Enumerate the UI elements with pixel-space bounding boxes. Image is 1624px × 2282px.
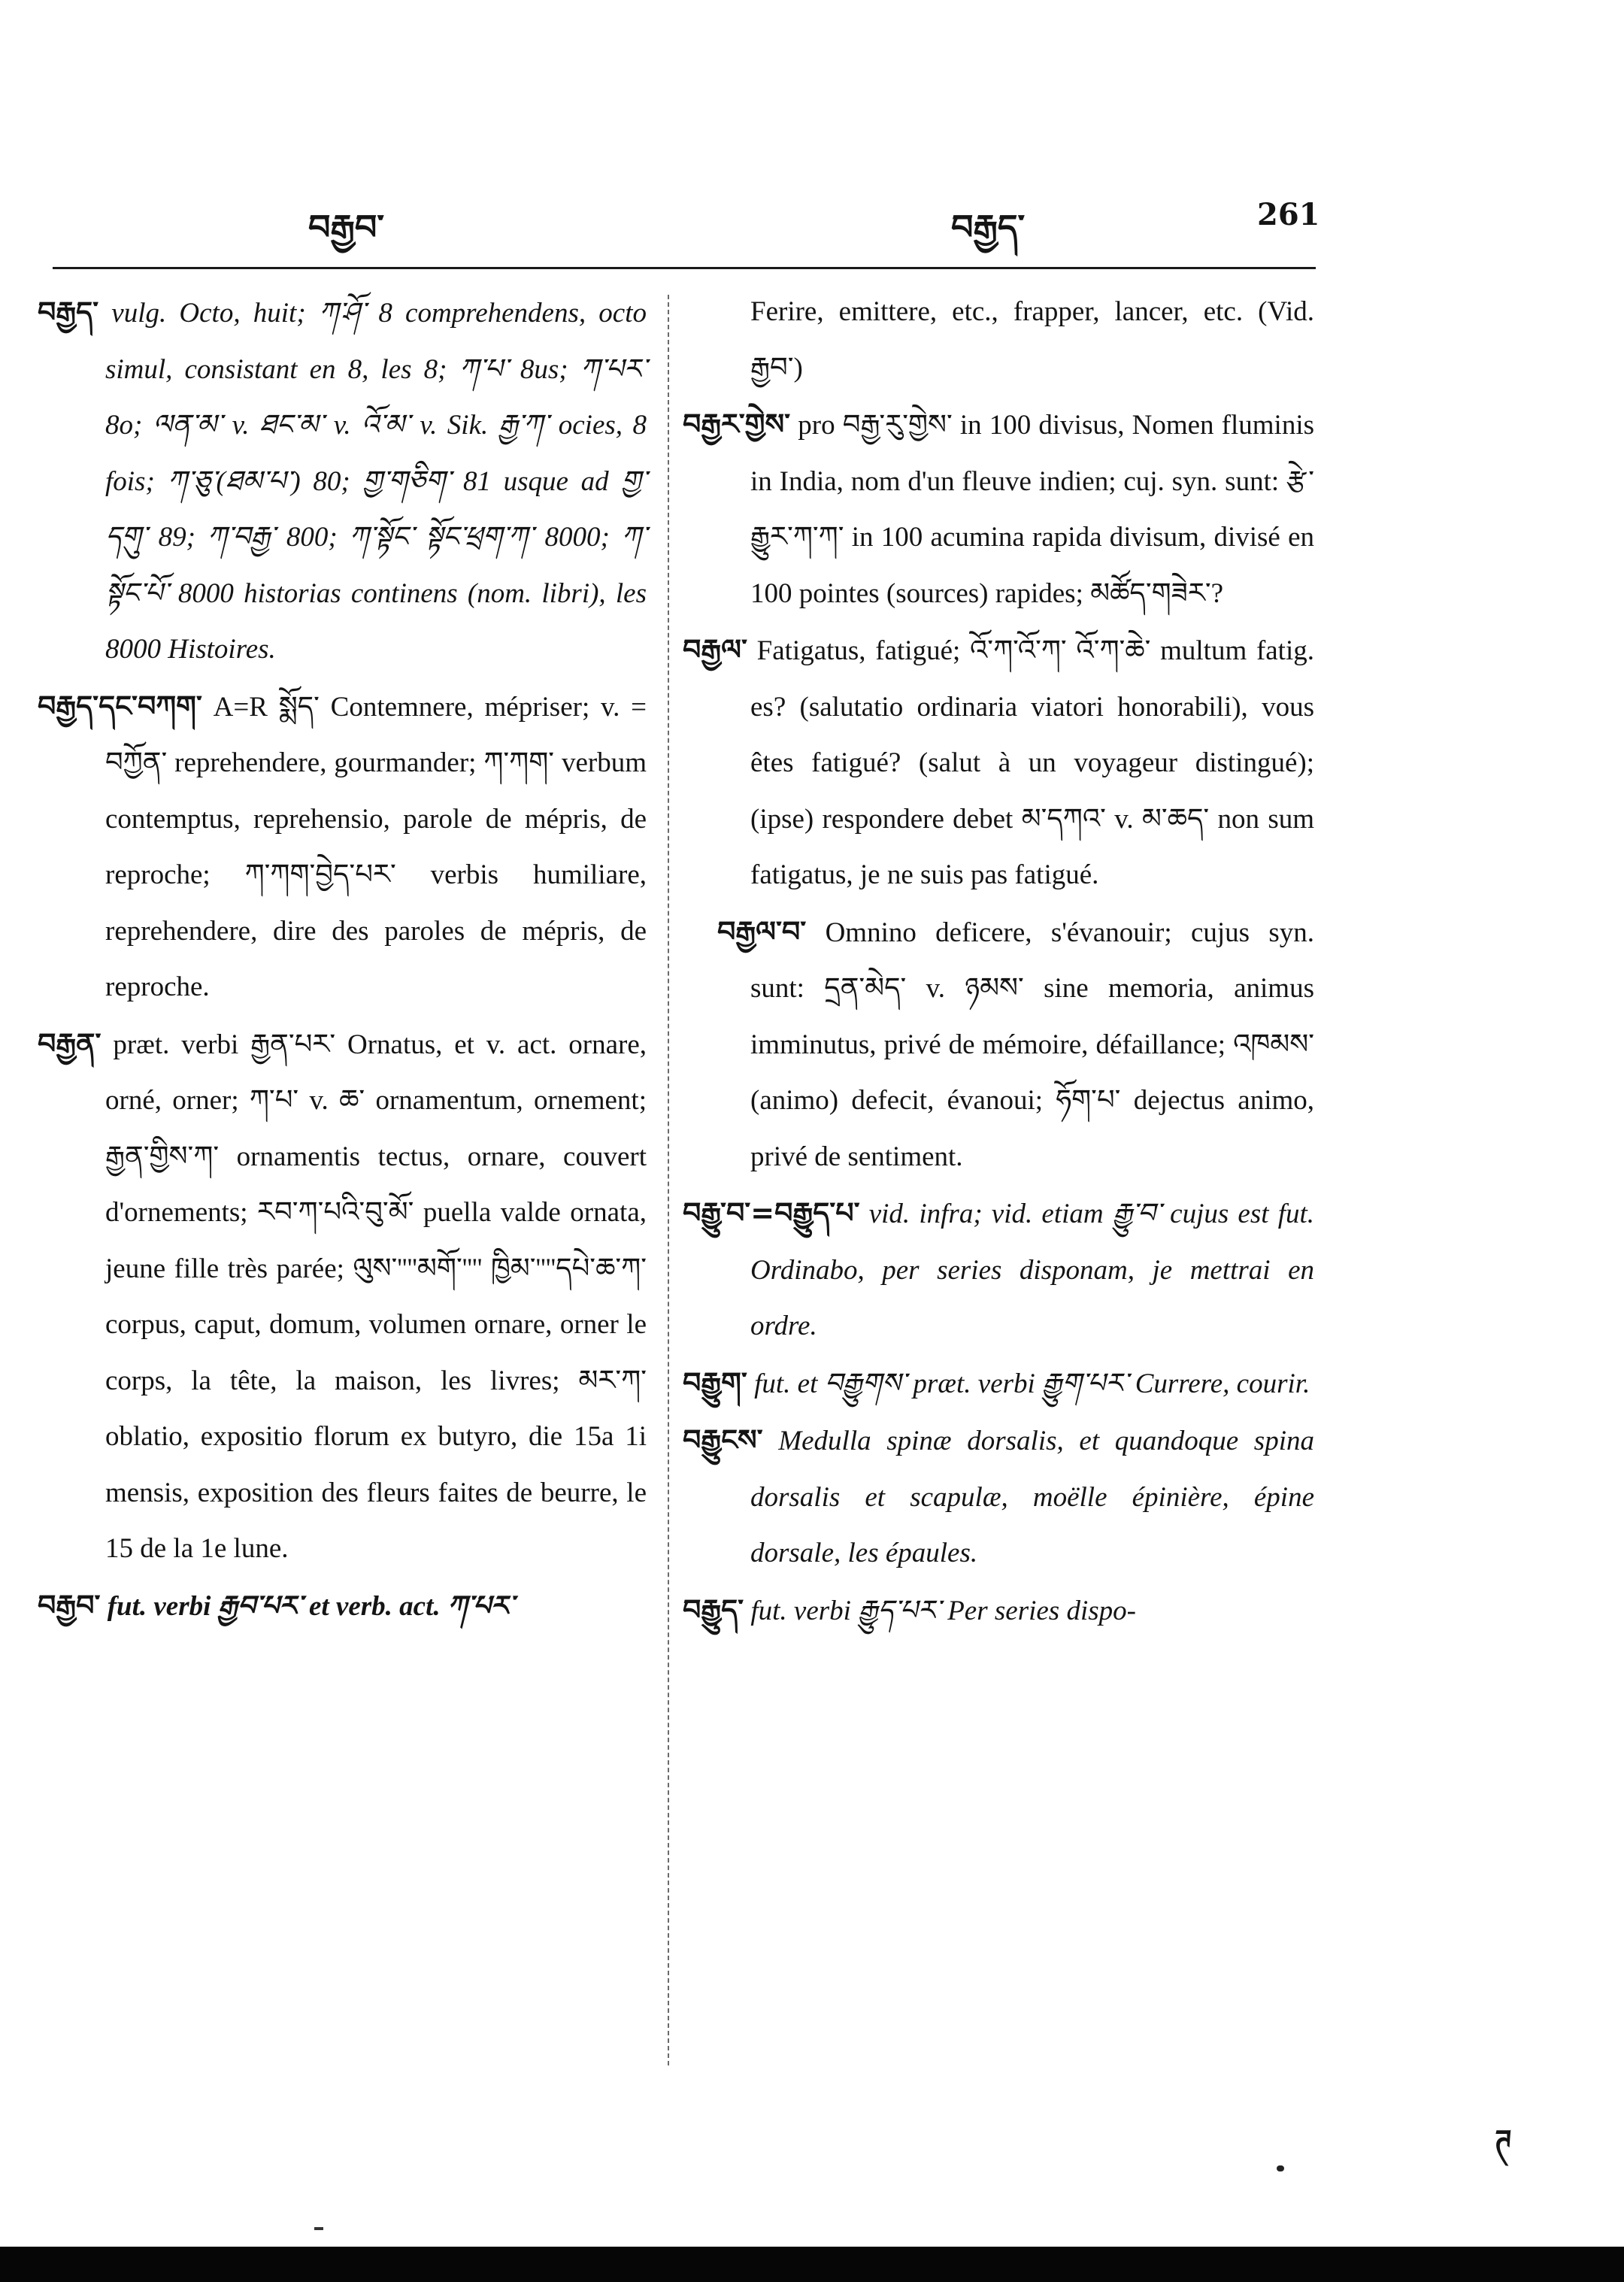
headword: བརྒྱལ་ xyxy=(683,633,747,666)
entry-text: pro བརྒྱ་རུ་གྱེས་ in 100 divisus, Nomen fluminis in India, nom d'un fleuve indien; cuj. syn. sunt: རྩེ་རྒྱུར་ཀ་ཀ་ in 100 acumina rapida divisum, divisé en 100 pointes (sources) rapides; མཚོད་གཟེར་? xyxy=(750,410,1315,609)
entry-text: Omnino deficere, s'évanouir; cujus syn. sunt: དྲན་མེད་ v. ཉམས་ sine memoria, animus imminutus, privé de mémoire, défaillance; འཁམས་ (animo) defecit, évanoui; ཧོག་པ་ dejectus animo, privé de sentiment. xyxy=(750,917,1314,1172)
right-column xyxy=(683,284,1314,1639)
entry-text: fut. et བརྒྱུགས་ præt. verbi རྒྱུག་པར་ Currere, courir. xyxy=(754,1368,1310,1399)
headword: བརྒྱུ་བ་=བརྒྱུད་པ་ xyxy=(683,1196,860,1229)
dictionary-entry xyxy=(38,1577,647,1635)
headword: བརྒྱལ་བ་ xyxy=(717,914,807,948)
continued-entry xyxy=(683,284,1314,396)
running-head-center: བརྒྱད་ xyxy=(951,207,1026,247)
headword: བརྒྱད་ xyxy=(38,295,99,329)
entry-text: Medulla spinæ dorsalis, et quandoque spina dorsalis et scapulæ, moëlle épinière, épine dorsale, les épaules. xyxy=(750,1426,1314,1568)
dictionary-entry xyxy=(683,622,1314,904)
dictionary-entry xyxy=(38,678,647,1016)
entry-text: fut. verbi རྒྱུད་པར་ Per series dispo- xyxy=(750,1595,1136,1626)
running-head-left: བརྒྱབ་ xyxy=(308,207,385,247)
entry-text: A=R སྨོད་ Contemnere, mépriser; v. = བཀྱོན་ reprehendere, gourmander; ཀ་ཀག་ verbum contemptus, reprehensio, parole de mépris, de reproche; ཀ་ཀག་བྱེད་པར་ verbis humiliare, reprehendere, dire des paroles de mépris, de reproche. xyxy=(105,691,647,1002)
dictionary-entry xyxy=(683,1355,1314,1413)
dictionary-entry xyxy=(683,1582,1314,1640)
headword: བརྒྱུད་ xyxy=(683,1593,744,1626)
entry-text: vid. infra; vid. etiam རྒྱུ་བ་ cujus est fut. Ordinabo, per series disponam, je mettrai en ordre. xyxy=(750,1199,1315,1341)
headword: བརྒྱུངས་ xyxy=(683,1423,763,1456)
headword: བརྒྱན་ xyxy=(38,1026,102,1060)
entry-text: præt. verbi རྒྱན་པར་ Ornatus, et v. act. ornare, orné, orner; ཀ་པ་ v. ཆ་ ornamentum, ornement; རྒྱན་གྱིས་ཀ་ ornamentis tectus, ornare, couvert d'ornements; རབ་ཀ་པའི་བུ་མོ་ puella valde ornata, jeune fille très parée; ལུས་''''མགོ་'''' ཁྱིམ་''''དཔེ་ཆ་ཀ་ corpus, caput, domum, volumen ornare, orner le corps, la tête, la maison, les livres; མར་ཀ་ oblatio, expositio florum ex butyro, die 15a 1i mensis, exposition des fleurs faites de beurre, le 15 de la 1e lune. xyxy=(105,1029,647,1564)
dictionary-entry xyxy=(683,1412,1314,1582)
entry-text: Fatigatus, fatigué; འོ་ཀ་འོ་ཀ་ འོ་ཀ་ཆེ་ multum fatig. es? (salutatio ordinaria viatori honorabili), vous êtes fatigué? (salut à un voyageur distingué); (ipse) respondere debet མ་དཀའ་ v. མ་ཆད་ non sum fatigatus, je ne suis pas fatigué. xyxy=(750,635,1314,890)
headword: བརྒྱད་དང་བཀག་ xyxy=(38,689,202,723)
headword: བརྒྱར་གྱེས་ xyxy=(683,408,791,441)
entry-text: Ferire, emittere, etc., frapper, lancer, etc. (Vid. རྒྱབ་) xyxy=(750,296,1314,383)
dictionary-entry xyxy=(683,1185,1314,1355)
page-number: 261 xyxy=(1257,197,1320,232)
entry-text: vulg. Octo, huit; ཀ་ཤོ་ 8 comprehendens, octo simul, consistant en 8, les 8; ཀ་པ་ 8us; ཀ་པར་ 8o; ལན་མ་ v. ཐང་མ་ v. འོ་མ་ v. Sik. རྒྱ་ཀ་ ocies, 8 fois; ཀ་ཅུ་(ཐམ་པ་) 80; གྱ་གཅིག་ 81 usque ad གྱ་དགུ་ 89; ཀ་བརྒྱ་ 800; ཀ་སྟོང་ སྟོང་ཕྲག་ཀ་ 8000; ཀ་སྟོང་པོ་ 8000 historias continens (nom. libri), les 8000 Histoires. xyxy=(105,298,647,665)
ink-speck xyxy=(314,2227,323,2230)
headword: བརྒྱུག་ xyxy=(683,1365,747,1399)
column-separator xyxy=(668,295,669,2065)
left-column xyxy=(38,284,647,1635)
ink-speck xyxy=(1277,2165,1284,2171)
signature-mark: ཊ xyxy=(1495,2123,1512,2159)
header-rule xyxy=(53,267,1316,269)
dictionary-entry xyxy=(38,284,647,678)
dictionary-subentry xyxy=(683,904,1314,1186)
dictionary-entry xyxy=(683,396,1314,622)
dictionary-entry xyxy=(38,1016,647,1577)
scan-border xyxy=(0,2247,1624,2282)
headword: བརྒྱབ་ xyxy=(38,1588,101,1622)
entry-text: fut. verbi རྒྱབ་པར་ et verb. act. ཀ་པར་ xyxy=(107,1590,514,1622)
